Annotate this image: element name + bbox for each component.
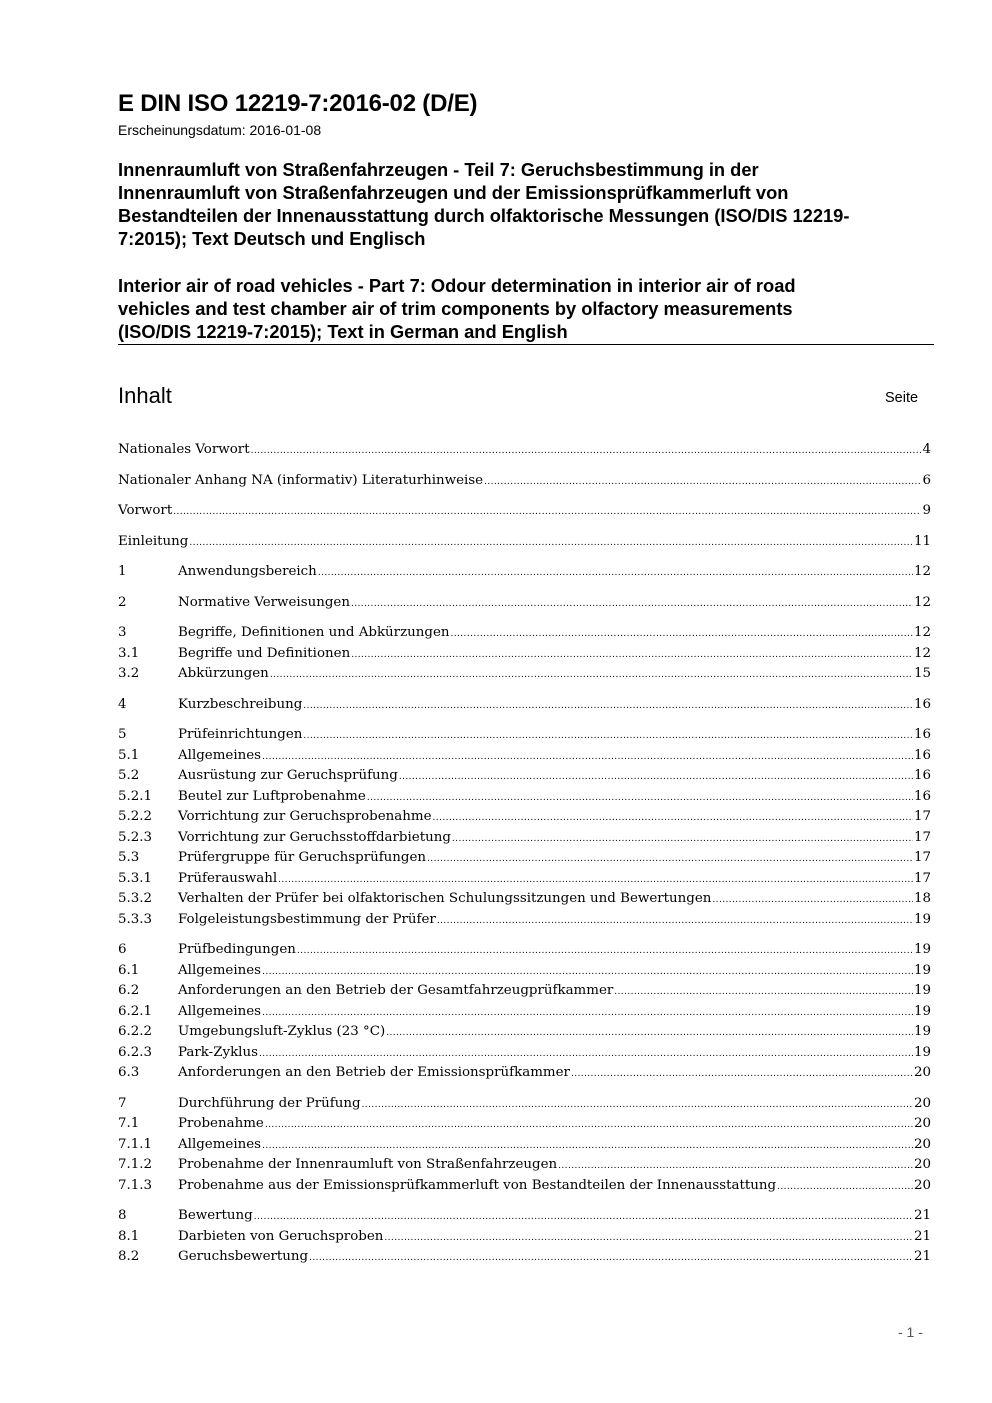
toc-entry-number: 5.2.1	[118, 788, 153, 804]
table-of-contents	[118, 440, 931, 1268]
toc-dot-leader	[254, 1207, 913, 1228]
toc-entry-title: Bewertung	[178, 1208, 253, 1223]
toc-entry-title: Umgebungsluft-Zyklus (23 °C)	[178, 1024, 386, 1039]
document-id: E DIN ISO 12219-7:2016-02 (D/E)	[118, 90, 478, 117]
toc-entry[interactable]	[118, 766, 931, 787]
toc-entry-number: 5.2.3	[118, 829, 153, 845]
toc-entry-page: 11	[913, 533, 931, 549]
toc-entry-title: Allgemeines	[178, 747, 262, 763]
toc-entry-page: 17	[913, 870, 931, 886]
toc-entry-title: Park-Zyklus	[178, 1044, 258, 1060]
toc-entry-title: Anforderungen an den Betrieb der Gesamtfahrzeugprüfkammer	[178, 983, 614, 998]
toc-entry[interactable]	[118, 981, 931, 1002]
title-english-line: vehicles and test chamber air of trim components by olfactory measurements	[118, 298, 793, 319]
toc-entry-page: 21	[913, 1208, 931, 1223]
toc-entry[interactable]	[118, 746, 931, 767]
toc-entry-page: 19	[913, 1024, 931, 1039]
toc-entry[interactable]	[118, 623, 931, 644]
toc-entry-number: 8.2	[118, 1249, 140, 1264]
toc-dot-leader	[362, 1095, 913, 1116]
toc-entry-number: 6	[118, 942, 127, 957]
toc-entry-page: 9	[922, 503, 931, 518]
toc-dot-leader	[270, 665, 913, 686]
toc-entry-page: 16	[913, 788, 931, 804]
toc-entry[interactable]	[118, 848, 931, 869]
toc-entry-page: 20	[913, 1065, 931, 1080]
toc-entry-page: 20	[913, 1157, 931, 1172]
title-german-line: Innenraumluft von Straßenfahrzeugen - Teil 7: Geruchsbestimmung in der	[118, 159, 759, 180]
toc-entry[interactable]	[118, 501, 931, 522]
toc-dot-leader	[484, 472, 921, 493]
toc-entry-title: Prüfbedingungen	[178, 942, 296, 957]
toc-entry[interactable]	[118, 1206, 931, 1227]
toc-dot-leader	[303, 696, 913, 717]
toc-entry[interactable]	[118, 593, 931, 614]
toc-entry[interactable]	[118, 440, 931, 461]
toc-entry-number: 5.3.3	[118, 911, 153, 927]
toc-entry-number: 4	[118, 696, 127, 712]
publication-date: Erscheinungsdatum: 2016-01-08	[118, 122, 322, 138]
toc-entry[interactable]	[118, 787, 931, 808]
toc-entry-number: 6.1	[118, 962, 140, 978]
toc-entry-page: 19	[913, 1044, 931, 1060]
toc-dot-leader	[571, 1064, 913, 1085]
toc-entry-page: 20	[913, 1136, 931, 1152]
toc-entry-number: 6.2.2	[118, 1024, 153, 1039]
toc-dot-leader	[712, 890, 913, 911]
toc-page-label: Seite	[885, 390, 919, 406]
toc-dot-leader	[427, 849, 913, 870]
toc-entry[interactable]	[118, 1114, 931, 1135]
toc-entry-title: Begriffe und Definitionen	[178, 645, 351, 661]
toc-entry-page: 19	[913, 983, 931, 998]
toc-entry-page: 12	[913, 645, 931, 661]
toc-entry-number: 1	[118, 564, 127, 579]
page-number: - 1 -	[898, 1324, 923, 1340]
toc-entry-page: 12	[913, 625, 931, 640]
toc-entry-number: 6.2.3	[118, 1044, 153, 1060]
toc-entry-number: 5.3.1	[118, 870, 153, 886]
title-english	[118, 274, 933, 343]
toc-entry-number: 8.1	[118, 1228, 140, 1244]
toc-entry-title: Nationaler Anhang NA (informativ) Literaturhinweise	[118, 472, 484, 488]
toc-entry-number: 5.3	[118, 850, 140, 865]
title-english-line: Interior air of road vehicles - Part 7: Odour determination in interior air of road	[118, 275, 796, 296]
toc-entry-title: Allgemeines	[178, 962, 262, 978]
toc-entry[interactable]	[118, 910, 931, 931]
toc-dot-leader	[297, 941, 913, 962]
toc-entry-number: 3.1	[118, 645, 140, 661]
toc-entry-title: Abkürzungen	[178, 666, 269, 681]
toc-dot-leader	[558, 1156, 913, 1177]
toc-entry-page: 16	[913, 747, 931, 763]
toc-entry-title: Allgemeines	[178, 1136, 262, 1152]
toc-entry-title: Normative Verweisungen	[178, 594, 350, 610]
toc-entry-title: Durchführung der Prüfung	[178, 1095, 361, 1111]
title-german	[118, 158, 933, 250]
toc-dot-leader	[399, 767, 913, 788]
toc-dot-leader	[259, 1044, 913, 1065]
toc-entry-title: Probenahme der Innenraumluft von Straßenfahrzeugen	[178, 1157, 558, 1172]
toc-entry-page: 12	[913, 564, 931, 579]
toc-entry-title: Ausrüstung zur Geruchsprüfung	[178, 768, 398, 783]
toc-entry-title: Vorrichtung zur Geruchsprobenahme	[178, 809, 432, 824]
toc-dot-leader	[265, 1115, 913, 1136]
toc-entry[interactable]	[118, 1155, 931, 1176]
toc-dot-leader	[614, 982, 913, 1003]
toc-entry[interactable]	[118, 1176, 931, 1197]
toc-entry-title: Darbieten von Geruchsproben	[178, 1228, 384, 1244]
toc-entry[interactable]	[118, 644, 931, 665]
toc-entry-page: 16	[913, 696, 931, 712]
toc-entry-page: 17	[913, 850, 931, 865]
toc-entry-title: Prüfergruppe für Geruchsprüfungen	[178, 850, 427, 865]
toc-dot-leader	[351, 594, 913, 615]
toc-entry-number: 7.1.1	[118, 1136, 153, 1152]
toc-entry[interactable]	[118, 532, 931, 553]
toc-entry-number: 6.2	[118, 983, 140, 998]
toc-entry-page: 17	[913, 829, 931, 845]
toc-entry-title: Folgeleistungsbestimmung der Prüfer	[178, 911, 436, 927]
toc-entry-page: 6	[922, 472, 931, 488]
toc-entry-number: 5	[118, 727, 127, 742]
toc-entry-number: 8	[118, 1208, 127, 1223]
toc-entry[interactable]	[118, 1063, 931, 1084]
toc-entry-title: Prüfeinrichtungen	[178, 727, 303, 742]
toc-entry[interactable]	[118, 695, 931, 716]
toc-entry-page: 19	[913, 962, 931, 978]
toc-dot-leader	[367, 788, 913, 809]
toc-entry[interactable]	[118, 664, 931, 685]
toc-dot-leader	[433, 808, 913, 829]
toc-entry-page: 4	[922, 442, 931, 457]
toc-dot-leader	[189, 533, 913, 554]
toc-dot-leader	[262, 1136, 913, 1157]
toc-dot-leader	[262, 962, 913, 983]
toc-entry-title: Anwendungsbereich	[178, 564, 317, 579]
toc-entry-number: 3	[118, 625, 127, 640]
toc-dot-leader	[303, 726, 913, 747]
toc-entry[interactable]	[118, 1094, 931, 1115]
toc-entry[interactable]	[118, 889, 931, 910]
toc-entry[interactable]	[118, 471, 931, 492]
toc-entry-page: 20	[913, 1095, 931, 1111]
toc-dot-leader	[262, 1003, 913, 1024]
toc-entry[interactable]	[118, 961, 931, 982]
toc-dot-leader	[262, 747, 913, 768]
toc-entry-page: 20	[913, 1177, 931, 1193]
toc-entry[interactable]	[118, 940, 931, 961]
title-english-line: (ISO/DIS 12219-7:2015); Text in German and English	[118, 321, 568, 342]
toc-entry-number: 5.2.2	[118, 809, 153, 824]
toc-dot-leader	[318, 563, 913, 584]
toc-entry-number: 7.1.3	[118, 1177, 153, 1193]
toc-entry-page: 20	[913, 1116, 931, 1131]
toc-entry-title: Probenahme aus der Emissionsprüfkammerluft von Bestandteilen der Innenausstattung	[178, 1177, 777, 1193]
toc-dot-leader	[278, 870, 913, 891]
title-german-line: Bestandteilen der Innenausstattung durch olfaktorische Messungen (ISO/DIS 12219-	[118, 205, 850, 226]
toc-dot-leader	[452, 829, 913, 850]
toc-entry-number: 3.2	[118, 666, 140, 681]
toc-dot-leader	[386, 1023, 913, 1044]
toc-entry-page: 21	[913, 1228, 931, 1244]
toc-entry-page: 16	[913, 768, 931, 783]
toc-entry-number: 7.1	[118, 1116, 140, 1131]
toc-entry-page: 19	[913, 942, 931, 957]
toc-dot-leader	[777, 1177, 913, 1198]
toc-entry-title: Vorrichtung zur Geruchsstoffdarbietung	[178, 829, 451, 845]
toc-entry[interactable]	[118, 869, 931, 890]
toc-entry-number: 5.2	[118, 768, 140, 783]
toc-entry[interactable]	[118, 562, 931, 583]
toc-entry-title: Anforderungen an den Betrieb der Emissionsprüfkammer	[178, 1065, 570, 1080]
toc-entry-page: 15	[913, 666, 931, 681]
toc-entry[interactable]	[118, 1227, 931, 1248]
toc-entry[interactable]	[118, 807, 931, 828]
toc-entry-title: Probenahme	[178, 1116, 264, 1131]
title-divider	[118, 344, 934, 345]
toc-entry-number: 5.1	[118, 747, 140, 763]
toc-dot-leader	[309, 1248, 913, 1269]
toc-entry-number: 6.2.1	[118, 1003, 153, 1019]
toc-entry[interactable]	[118, 1247, 931, 1268]
toc-entry-title: Geruchsbewertung	[178, 1249, 309, 1264]
toc-entry-title: Begriffe, Definitionen und Abkürzungen	[178, 625, 450, 640]
toc-entry[interactable]	[118, 828, 931, 849]
toc-entry-title: Prüferauswahl	[178, 870, 278, 886]
toc-entry-title: Vorwort	[118, 503, 173, 518]
toc-entry-number: 7	[118, 1095, 127, 1111]
title-german-line: 7:2015); Text Deutsch und Englisch	[118, 228, 426, 249]
toc-entry-title: Einleitung	[118, 533, 189, 549]
toc-entry-page: 12	[913, 594, 931, 610]
toc-entry[interactable]	[118, 1043, 931, 1064]
toc-entry-number: 5.3.2	[118, 891, 153, 906]
toc-entry-number: 2	[118, 594, 127, 610]
toc-entry-title: Nationales Vorwort	[118, 442, 250, 457]
toc-entry[interactable]	[118, 725, 931, 746]
toc-dot-leader	[384, 1228, 913, 1249]
toc-entry-title: Beutel zur Luftprobenahme	[178, 788, 366, 804]
toc-dot-leader	[451, 624, 913, 645]
toc-entry-page: 19	[913, 1003, 931, 1019]
toc-entry-title: Allgemeines	[178, 1003, 262, 1019]
toc-entry-page: 17	[913, 809, 931, 824]
toc-entry[interactable]	[118, 1135, 931, 1156]
toc-entry-title: Verhalten der Prüfer bei olfaktorischen Schulungssitzungen und Bewertungen	[178, 891, 712, 906]
toc-entry-title: Kurzbeschreibung	[178, 696, 303, 712]
toc-dot-leader	[251, 441, 922, 462]
toc-dot-leader	[351, 645, 913, 666]
toc-entry-page: 19	[913, 911, 931, 927]
toc-entry-page: 16	[913, 727, 931, 742]
title-german-line: Innenraumluft von Straßenfahrzeugen und der Emissionsprüfkammerluft von	[118, 182, 789, 203]
toc-entry-page: 21	[913, 1249, 931, 1264]
toc-entry[interactable]	[118, 1022, 931, 1043]
toc-entry-number: 7.1.2	[118, 1157, 153, 1172]
toc-entry[interactable]	[118, 1002, 931, 1023]
toc-dot-leader	[437, 911, 913, 932]
toc-heading: Inhalt	[118, 383, 172, 408]
toc-entry-page: 18	[913, 891, 931, 906]
toc-dot-leader	[173, 502, 921, 523]
toc-entry-number: 6.3	[118, 1065, 140, 1080]
